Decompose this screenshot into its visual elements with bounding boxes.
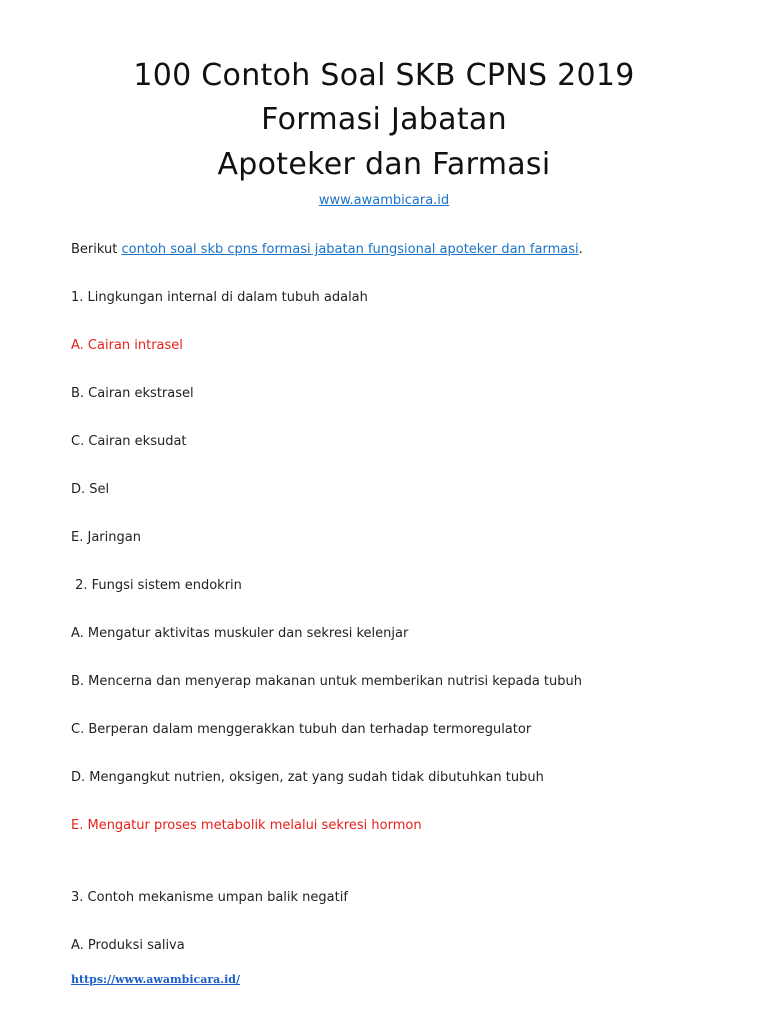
intro-link[interactable]: contoh soal skb cpns formasi jabatan fungsional apoteker dan farmasi xyxy=(121,242,579,257)
page-title-line-1: 100 Contoh Soal SKB CPNS 2019 xyxy=(133,58,635,93)
question-1-option-c: C. Cairan eksudat xyxy=(71,434,187,449)
intro-suffix: . xyxy=(578,242,583,257)
question-2: 2. Fungsi sistem endokrin xyxy=(71,578,242,593)
question-2-option-b: B. Mencerna dan menyerap makanan untuk memberikan nutrisi kepada tubuh xyxy=(71,674,582,689)
question-3: 3. Contoh mekanisme umpan balik negatif xyxy=(71,890,348,905)
site-link[interactable]: www.awambicara.id xyxy=(318,193,450,208)
footer-link[interactable]: https://www.awambicara.id/ xyxy=(71,973,240,986)
question-1-option-b: B. Cairan ekstrasel xyxy=(71,386,194,401)
intro-paragraph xyxy=(71,241,583,259)
page-title-line-2: Formasi Jabatan xyxy=(261,102,507,137)
question-1-option-e: E. Jaringan xyxy=(71,530,141,545)
question-1-option-a: A. Cairan intrasel xyxy=(71,338,183,353)
page-title-line-3: Apoteker dan Farmasi xyxy=(217,147,551,182)
question-2-option-d: D. Mengangkut nutrien, oksigen, zat yang sudah tidak dibutuhkan tubuh xyxy=(71,770,544,785)
question-2-option-e: E. Mengatur proses metabolik melalui sekresi hormon xyxy=(71,818,422,833)
question-1-option-d: D. Sel xyxy=(71,482,110,497)
question-2-option-c: C. Berperan dalam menggerakkan tubuh dan terhadap termoregulator xyxy=(71,722,532,737)
intro-prefix: Berikut xyxy=(71,242,122,257)
question-3-option-a: A. Produksi saliva xyxy=(71,938,185,953)
question-2-option-a: A. Mengatur aktivitas muskuler dan sekresi kelenjar xyxy=(71,626,409,641)
question-1: 1. Lingkungan internal di dalam tubuh adalah xyxy=(71,290,368,305)
